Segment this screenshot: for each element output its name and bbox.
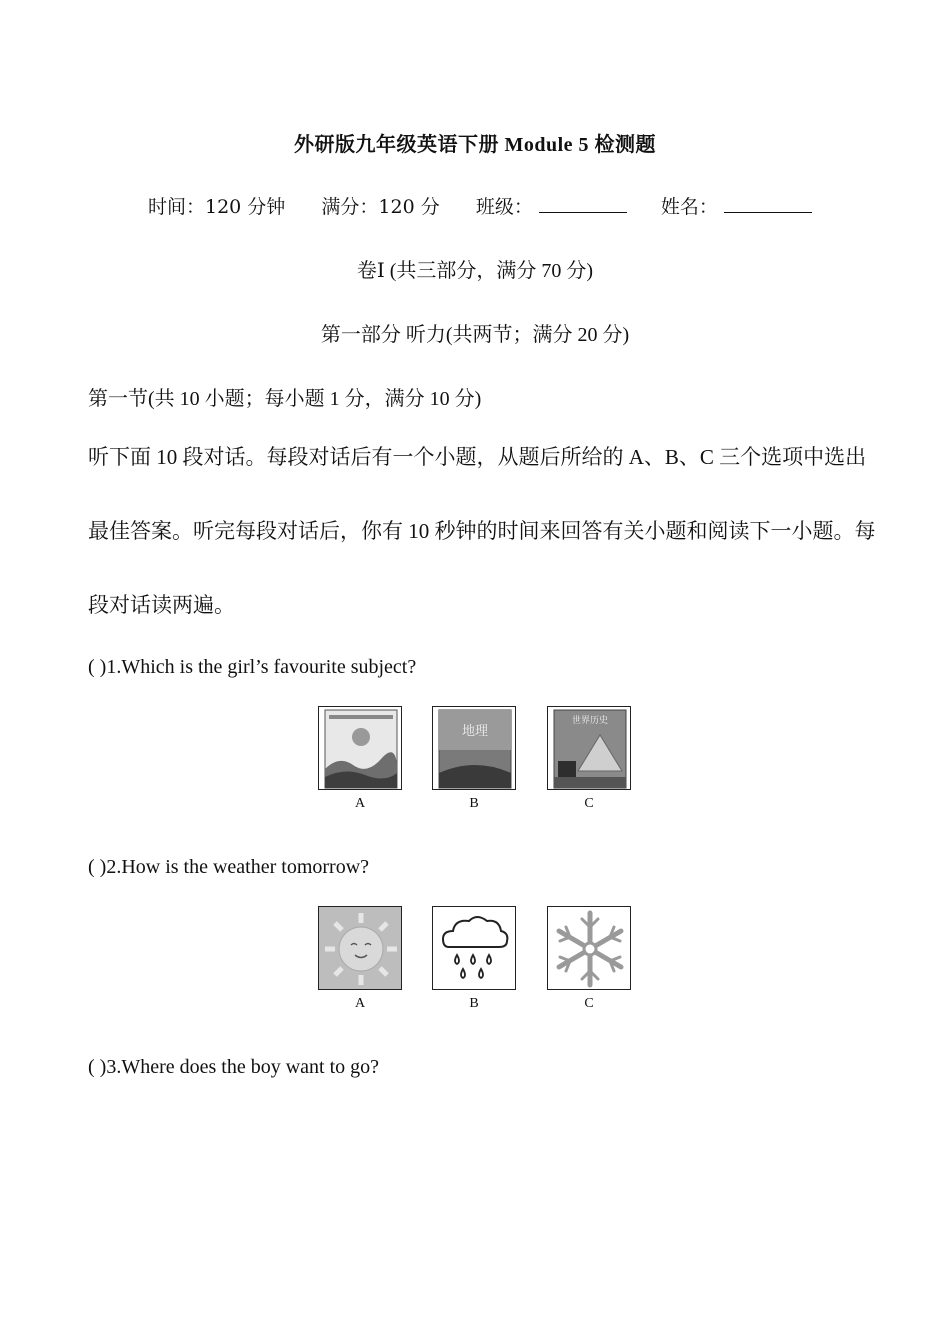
option-b-label: B xyxy=(469,996,479,1011)
option-a-label: A xyxy=(354,796,366,811)
question-2-options xyxy=(318,906,638,1016)
option-a-image[interactable] xyxy=(318,706,402,790)
snowflake-icon xyxy=(548,907,631,990)
option-b-image[interactable] xyxy=(432,706,516,790)
page-title: 外研版九年级英语下册 Module 5 检测题 xyxy=(293,134,657,156)
option-b-image[interactable] xyxy=(432,906,516,990)
rain-cloud-icon xyxy=(433,907,516,990)
question-1-options xyxy=(318,706,638,816)
section1-title: 第一节(共 10 小题；每小题 1 分，满分 10 分) xyxy=(88,388,482,410)
option-a-image[interactable] xyxy=(318,906,402,990)
class-label: 班级： xyxy=(475,196,533,218)
time-label: 时间：120 分钟 xyxy=(148,196,286,218)
geography-textbook-icon xyxy=(433,707,516,790)
history-textbook-icon xyxy=(548,707,631,790)
book-b-title: 地理 xyxy=(461,724,489,739)
name-blank[interactable] xyxy=(724,194,812,213)
question-1: ( )1.Which is the girl’s favourite subject? xyxy=(88,656,417,678)
chinese-textbook-icon xyxy=(319,707,402,790)
volume-title: 卷Ⅰ (共三部分，满分 70 分) xyxy=(356,260,594,282)
part1-title: 第一部分 听力(共两节；满分 20 分) xyxy=(320,324,630,346)
option-b-label: B xyxy=(469,796,479,811)
listening-instructions: 听下面 10 段对话。每段对话后有一个小题，从题后所给的 A、B、C 三个选项中选出最佳答案。听完每段对话后，你有 10 秒钟的时间来回答有关小题和阅读下一小题。每段对话读两遍。 xyxy=(88,445,876,617)
option-c-image[interactable] xyxy=(547,706,631,790)
sun-icon xyxy=(319,907,402,990)
option-c-image[interactable] xyxy=(547,906,631,990)
class-blank[interactable] xyxy=(539,194,627,213)
option-c-label: C xyxy=(584,796,594,811)
option-c-label: C xyxy=(584,996,594,1011)
exam-info-line xyxy=(148,192,812,219)
question-3: ( )3.Where does the boy want to go? xyxy=(88,1056,380,1078)
score-label: 满分：120 分 xyxy=(321,196,440,218)
name-label: 姓名： xyxy=(660,196,718,218)
option-a-label: A xyxy=(354,996,366,1011)
book-c-title: 世界历史 xyxy=(571,716,609,726)
question-2: ( )2.How is the weather tomorrow? xyxy=(88,856,370,878)
